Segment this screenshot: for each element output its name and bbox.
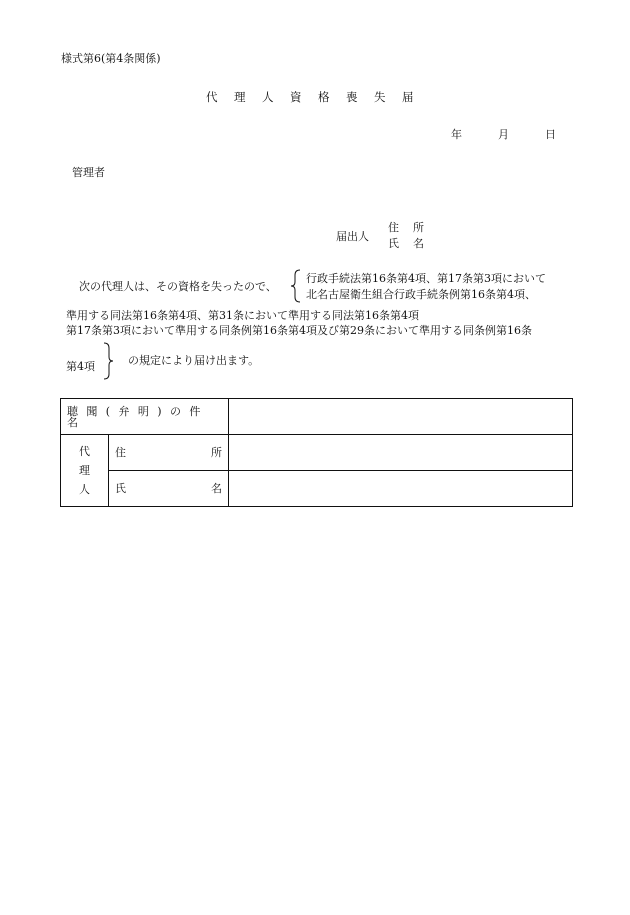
hearing-row [61,399,573,435]
agent-label-char: 人 [79,483,90,496]
right-brace-icon [102,342,114,380]
law-reference-line-2: 北名古屋衛生組合行政手続条例第16条第4項、 [306,288,536,301]
agent-name-label-right: 名 [211,482,222,495]
date-year-label: 年 [451,128,462,141]
body-closing: の規定により届け出ます。 [128,354,260,367]
agent-label-char: 理 [79,464,90,477]
agent-label [61,435,109,507]
hearing-value-field[interactable] [229,399,573,435]
form-table [60,398,573,507]
agent-name-field[interactable] [229,471,573,507]
agent-label-char: 代 [79,445,90,458]
agent-name-label-left: 氏 [115,482,126,495]
agent-name-row [61,471,573,507]
agent-address-label-right: 所 [211,446,222,459]
agent-address-label [109,435,229,471]
date-day-label: 日 [545,128,556,141]
left-brace-icon [290,269,302,303]
law-reference-line-4: 第17条第3項において準用する同条例第16条第4項及び第29条において準用する同条例第16条 [66,324,532,337]
law-reference-line-1: 行政手続法第16条第4項、第17条第3項において [306,272,546,285]
law-reference-line-5: 第4項 [66,360,95,373]
page-title: 代理人資格喪失届 [206,90,430,104]
body-intro: 次の代理人は、その資格を失ったので、 [79,280,277,293]
agent-address-field[interactable] [229,435,573,471]
agent-name-label [109,471,229,507]
applicant-label: 届出人 [336,230,369,243]
applicant-address-label: 住所 [388,221,438,234]
agent-address-label-left: 住 [115,446,126,459]
addressee: 管理者 [72,166,105,179]
applicant-name-label: 氏名 [388,237,438,250]
date-month-label: 月 [498,128,509,141]
agent-address-row [61,435,573,471]
form-number: 様式第6(第4条関係) [61,52,161,65]
law-reference-line-3: 準用する同法第16条第4項、第31条において準用する同法第16条第4項 [66,309,419,322]
hearing-label: 聴聞(弁明)の件名 [61,399,229,435]
